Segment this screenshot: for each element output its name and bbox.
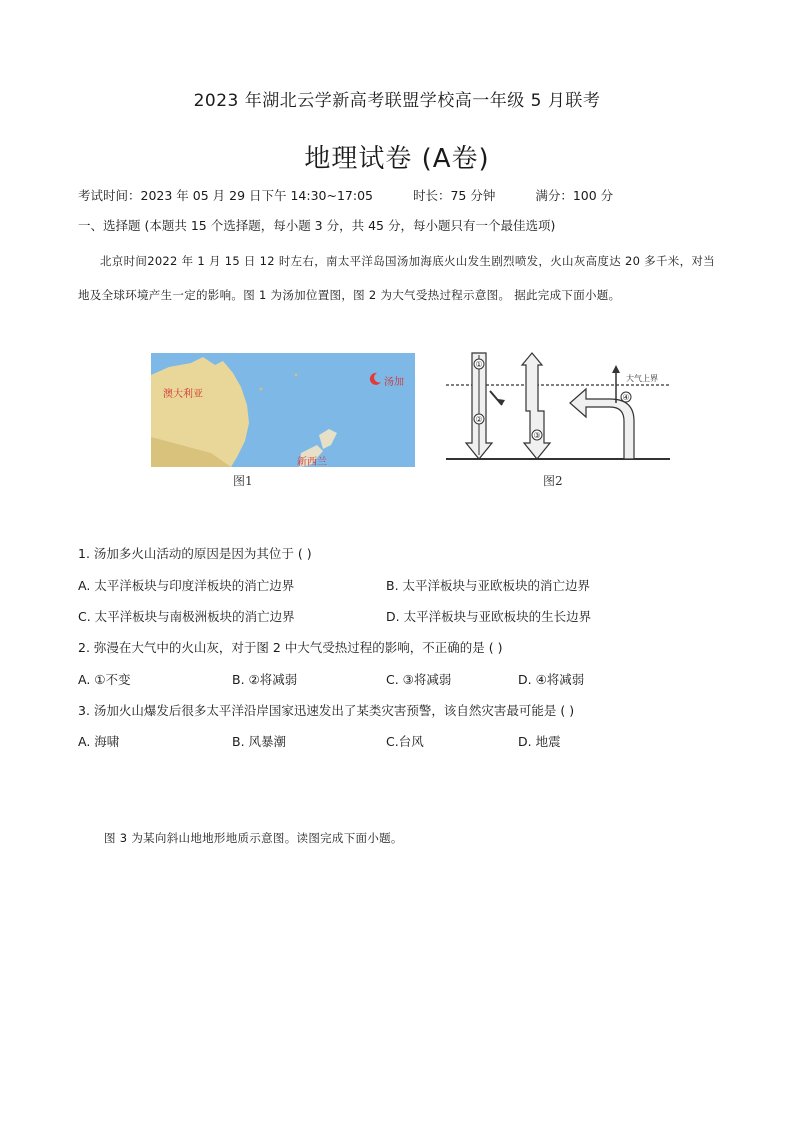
- label-australia: 澳大利亚: [163, 389, 203, 400]
- question-2-option-b: B. ②将减弱: [232, 672, 298, 687]
- question-3-stem: 3. 汤加火山爆发后很多太平洋沿岸国家迅速发出了某类灾害预警，该自然灾害最可能是 ( ): [78, 703, 575, 718]
- exam-time: 考试时间：2023 年 05 月 29 日下午 14:30~17:05: [78, 188, 373, 203]
- arrow-reflection: [490, 391, 502, 405]
- exam-title: 地理试卷 (A卷): [304, 144, 490, 174]
- label-new-zealand: 新西兰: [297, 457, 327, 467]
- label-n3: ③: [533, 431, 541, 440]
- question-1-option-b: B. 太平洋板块与亚欧板块的消亡边界: [386, 578, 591, 593]
- question-2-option-c: C. ③将减弱: [386, 672, 452, 687]
- question-2-stem: 2. 弥漫在大气中的火山灰，对于图 2 中大气受热过程的影响，不正确的是 ( ): [78, 640, 503, 655]
- label-n2: ②: [475, 415, 483, 424]
- question-2-option-d: D. ④将减弱: [518, 672, 585, 687]
- passage-syncline: 图 3 为某向斜山地地形地质示意图。读图完成下面小题。: [104, 831, 403, 845]
- exam-header: 2023 年湖北云学新高考联盟学校高一年级 5 月联考: [193, 91, 601, 111]
- question-1-option-c: C. 太平洋板块与南极洲板块的消亡边界: [78, 609, 295, 624]
- figure2-caption: 图2: [543, 474, 563, 488]
- exam-score: 满分：100 分: [535, 188, 614, 203]
- figure2-diagram: [446, 351, 670, 465]
- arrow-atmospheric-counter-radiation: [522, 353, 550, 459]
- question-3-option-b: B. 风暴潮: [232, 734, 287, 749]
- label-n4: ④: [622, 393, 630, 402]
- label-n1: ①: [475, 360, 483, 369]
- label-tonga: 汤加: [384, 377, 404, 388]
- question-3-option-d: D. 地震: [518, 734, 561, 749]
- question-1-stem: 1. 汤加多火山活动的原因是因为其位于 ( ): [78, 546, 312, 561]
- exam-duration: 时长：75 分钟: [412, 188, 496, 203]
- section-heading: 一、选择题 (本题共 15 个选择题，每小题 3 分，共 45 分，每小题只有一个最佳选项): [78, 218, 556, 233]
- exam-meta: [78, 186, 613, 204]
- label-atmosphere-top: 大气上界: [626, 374, 658, 383]
- question-2-option-a: A. ①不变: [78, 672, 131, 687]
- question-3-option-a: A. 海啸: [78, 734, 120, 749]
- figure1-caption: 图1: [233, 474, 253, 488]
- question-1-option-d: D. 太平洋板块与亚欧板块的生长边界: [386, 609, 592, 624]
- passage-tonga: 北京时间2022 年 1 月 15 日 12 时左右，南太平洋岛国汤加海底火山发生剧烈喷发，火山灰高度达 20 多千米，对当地及全球环境产生一定的影响。图 1 为汤加位置图，图 2 为大气受热过程示意图。 据此完成下面小题。: [78, 254, 715, 302]
- question-1-option-a: A. 太平洋板块与印度洋板块的消亡边界: [78, 578, 295, 593]
- question-3-option-c: C.台风: [386, 734, 424, 749]
- figure1-map: [151, 353, 415, 467]
